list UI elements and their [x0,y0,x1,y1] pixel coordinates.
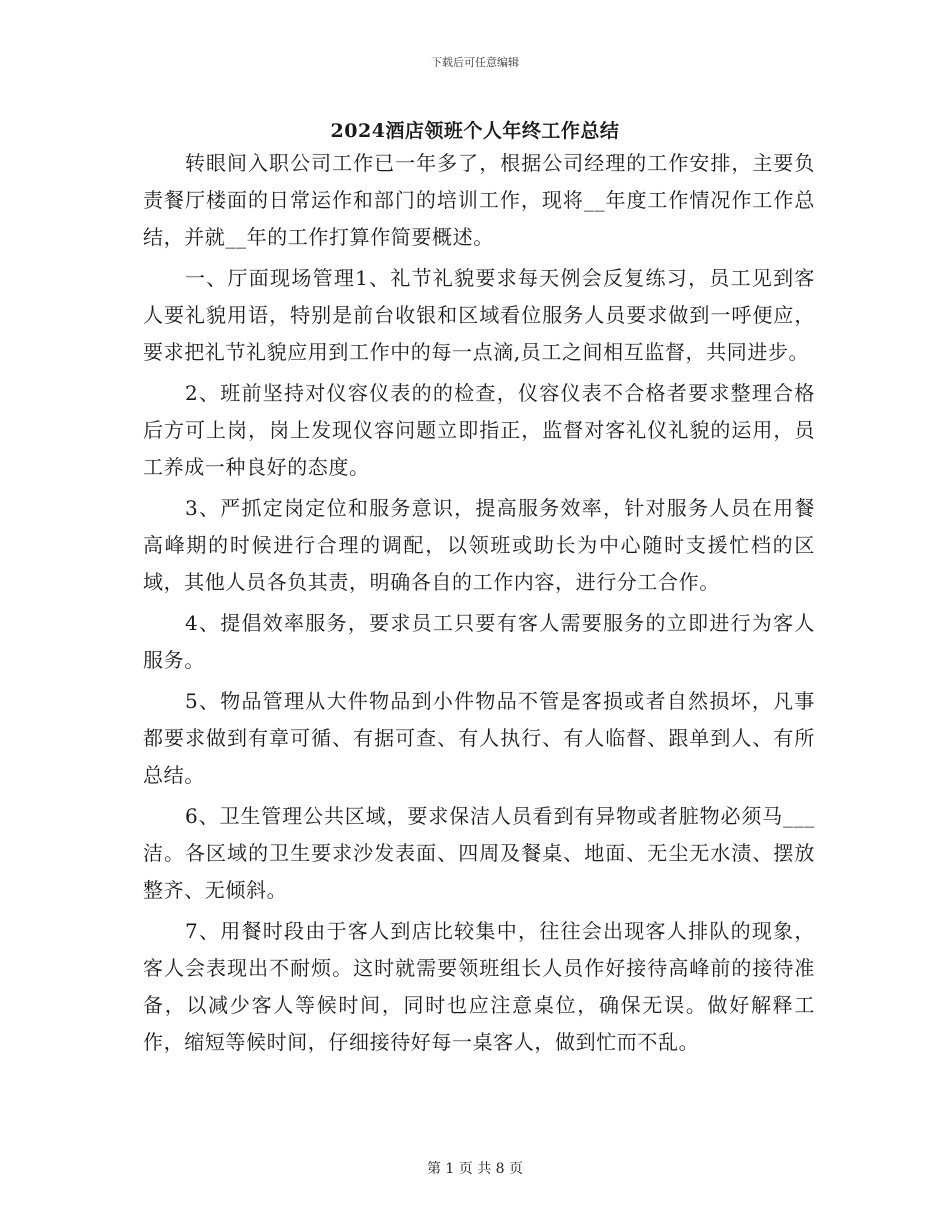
paragraph-item-1: 一、厅面现场管理1、礼节礼貌要求每天例会反复练习，员工见到客人要礼貌用语，特别是前台收银和区域看位服务人员要求做到一呼便应，要求把礼节礼貌应用到工作中的每一点滴,员工之间相互监督，共同进步。 [143,266,815,364]
header-note: 下载后可任意编辑 [431,56,519,69]
paragraph-item-5: 5、物品管理从大件物品到小件物品不管是客损或者自然损坏，凡事都要求做到有章可循、有据可查、有人执行、有人临督、跟单到人、有所总结。 [143,689,815,787]
document-title: 2024酒店领班个人年终工作总结 [330,120,620,142]
page-number: 第 1 页 共 8 页 [426,1161,524,1177]
paragraph-intro: 转眼间入职公司工作已一年多了，根据公司经理的工作安排，主要负责餐厅楼面的日常运作和部门的培训工作，现将__年度工作情况作工作总结，并就__年的工作打算作简要概述。 [143,151,815,249]
paragraph-item-2: 2、班前坚持对仪容仪表的的检查，仪容仪表不合格者要求整理合格后方可上岗，岗上发现仪容问题立即指正，监督对客礼仪礼貌的运用，员工养成一种良好的态度。 [143,381,815,479]
document-body [143,145,815,1065]
paragraph-item-6: 6、卫生管理公共区域，要求保洁人员看到有异物或者脏物必须马___洁。各区域的卫生要求沙发表面、四周及餐桌、地面、无尘无水渍、摆放整齐、无倾斜。 [143,804,815,902]
paragraph-item-4: 4、提倡效率服务，要求员工只要有客人需要服务的立即进行为客人服务。 [143,611,815,672]
paragraph-item-7: 7、用餐时段由于客人到店比较集中，往往会出现客人排队的现象，客人会表现出不耐烦。这时就需要领班组长人员作好接待高峰前的接待准备，以减少客人等候时间，同时也应注意桌位，确保无误。做好解释工作，缩短等候时间，仔细接待好每一桌客人，做到忙而不乱。 [143,919,815,1054]
paragraph-item-3: 3、严抓定岗定位和服务意识，提高服务效率，针对服务人员在用餐高峰期的时候进行合理的调配，以领班或助长为中心随时支援忙档的区域，其他人员各负其责，明确各自的工作内容，进行分工合作。 [143,496,815,594]
